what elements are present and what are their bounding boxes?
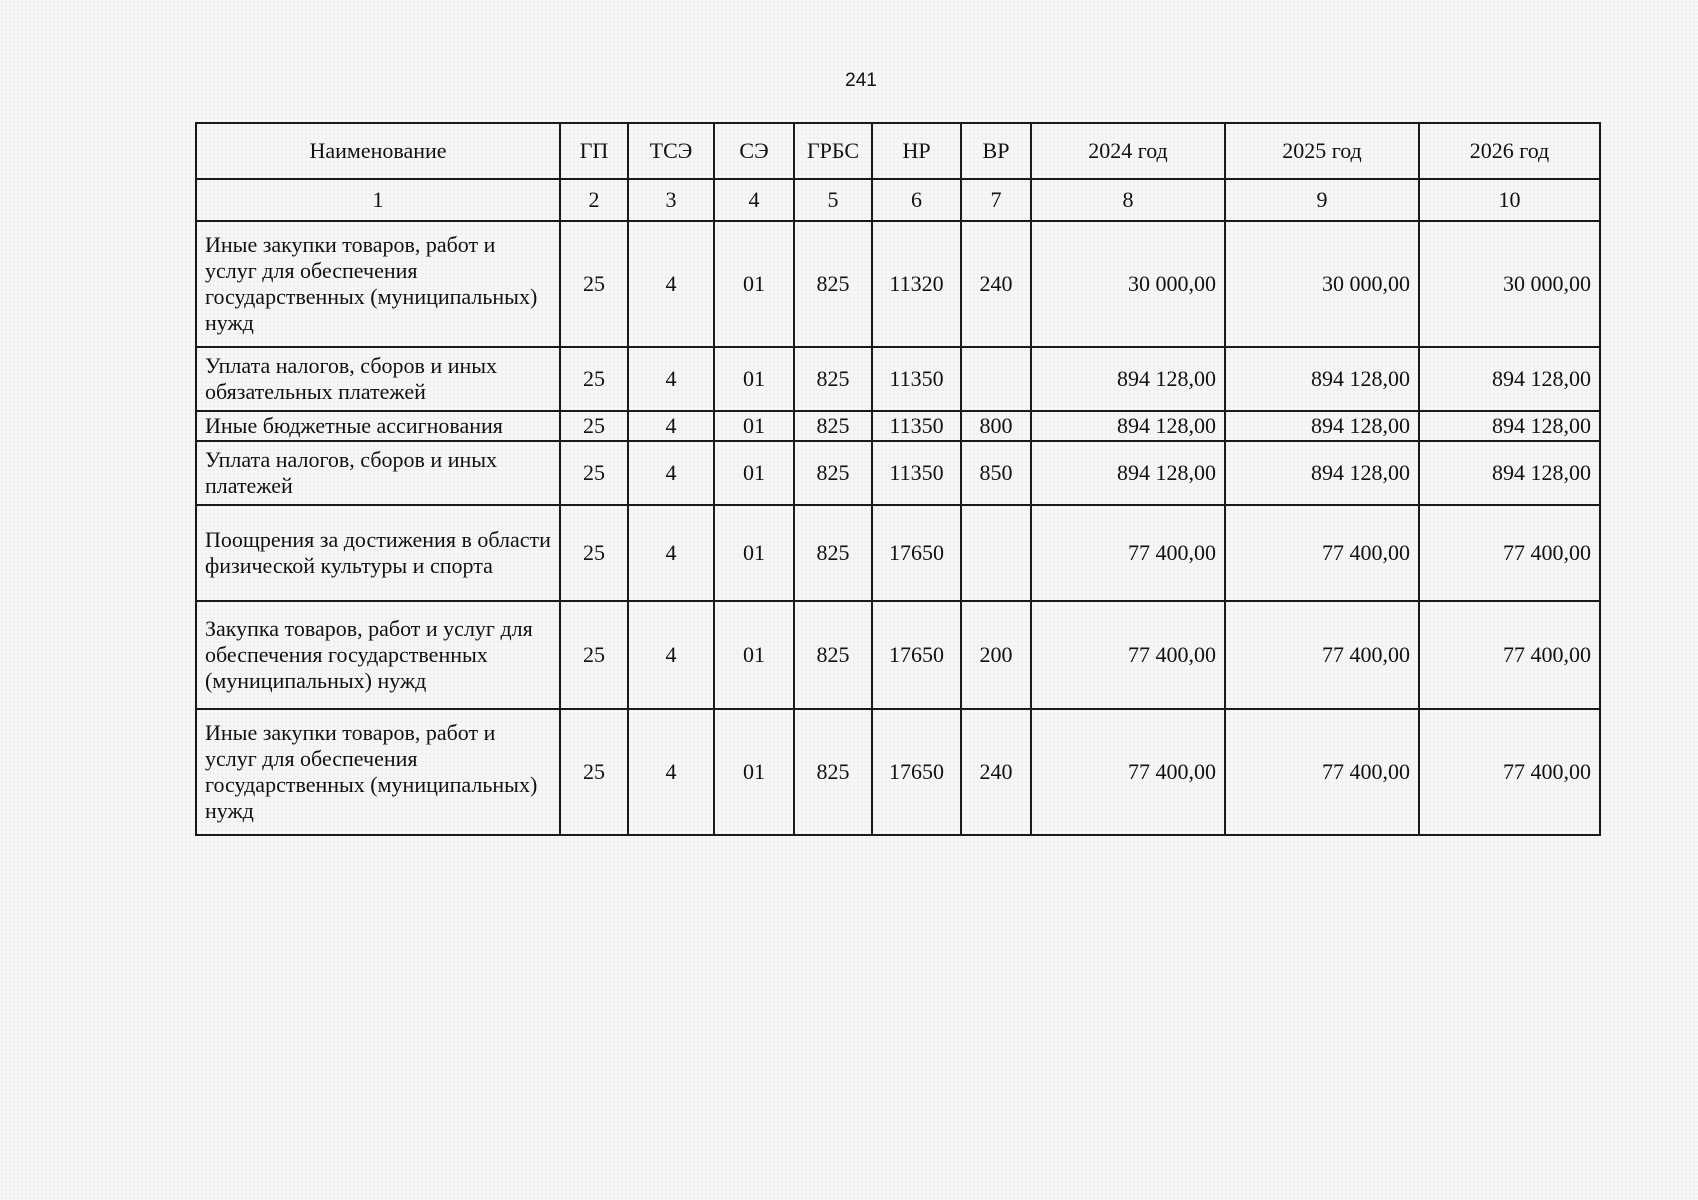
row-tse: 4 [628,601,714,709]
row-amount-2024: 30 000,00 [1031,221,1225,347]
row-name: Закупка товаров, работ и услуг для обеспечения государственных (муниципальных) нужд [196,601,560,709]
row-amount-2025: 894 128,00 [1225,347,1419,411]
column-index: 2 [560,179,628,221]
row-gp: 25 [560,709,628,835]
column-index: 6 [872,179,961,221]
row-se: 01 [714,347,794,411]
row-amount-2025: 77 400,00 [1225,505,1419,601]
row-amount-2025: 894 128,00 [1225,441,1419,505]
row-vr: 850 [961,441,1031,505]
column-index: 1 [196,179,560,221]
column-index: 8 [1031,179,1225,221]
row-amount-2026: 77 400,00 [1419,505,1600,601]
table-row [196,221,1600,347]
row-gp: 25 [560,601,628,709]
column-header-2025: 2025 год [1225,123,1419,179]
budget-table [195,122,1601,836]
row-grbs: 825 [794,441,872,505]
row-amount-2024: 77 400,00 [1031,505,1225,601]
row-amount-2024: 77 400,00 [1031,709,1225,835]
row-nr: 11320 [872,221,961,347]
row-tse: 4 [628,441,714,505]
row-name: Уплата налогов, сборов и иных обязательных платежей [196,347,560,411]
column-index: 10 [1419,179,1600,221]
table-row [196,505,1600,601]
row-nr: 11350 [872,347,961,411]
row-vr: 240 [961,221,1031,347]
row-amount-2026: 77 400,00 [1419,601,1600,709]
row-vr: 800 [961,411,1031,441]
row-grbs: 825 [794,709,872,835]
row-amount-2026: 77 400,00 [1419,709,1600,835]
row-grbs: 825 [794,505,872,601]
column-header-2024: 2024 год [1031,123,1225,179]
row-name: Иные закупки товаров, работ и услуг для обеспечения государственных (муниципальных) нужд [196,221,560,347]
row-tse: 4 [628,411,714,441]
row-se: 01 [714,601,794,709]
row-gp: 25 [560,221,628,347]
row-amount-2026: 894 128,00 [1419,411,1600,441]
column-index-row [196,179,1600,221]
row-name: Поощрения за достижения в области физической культуры и спорта [196,505,560,601]
row-amount-2024: 894 128,00 [1031,347,1225,411]
row-amount-2026: 894 128,00 [1419,347,1600,411]
table-row [196,441,1600,505]
row-vr: 240 [961,709,1031,835]
row-gp: 25 [560,441,628,505]
row-grbs: 825 [794,601,872,709]
column-index: 5 [794,179,872,221]
column-header-nr: НР [872,123,961,179]
row-amount-2025: 77 400,00 [1225,601,1419,709]
column-index: 7 [961,179,1031,221]
row-tse: 4 [628,347,714,411]
row-amount-2026: 894 128,00 [1419,441,1600,505]
table-row [196,601,1600,709]
row-gp: 25 [560,505,628,601]
row-amount-2025: 77 400,00 [1225,709,1419,835]
row-se: 01 [714,411,794,441]
row-tse: 4 [628,221,714,347]
row-se: 01 [714,505,794,601]
column-header-2026: 2026 год [1419,123,1600,179]
row-se: 01 [714,221,794,347]
row-amount-2026: 30 000,00 [1419,221,1600,347]
column-index: 9 [1225,179,1419,221]
row-tse: 4 [628,505,714,601]
row-grbs: 825 [794,347,872,411]
row-gp: 25 [560,411,628,441]
row-name: Иные бюджетные ассигнования [196,411,560,441]
row-nr: 17650 [872,601,961,709]
table-row [196,347,1600,411]
row-amount-2024: 77 400,00 [1031,601,1225,709]
column-index: 3 [628,179,714,221]
row-nr: 17650 [872,505,961,601]
row-nr: 11350 [872,441,961,505]
row-nr: 17650 [872,709,961,835]
row-amount-2024: 894 128,00 [1031,441,1225,505]
row-gp: 25 [560,347,628,411]
header-row [196,123,1600,179]
table-row [196,411,1600,441]
column-header-grbs: ГРБС [794,123,872,179]
row-grbs: 825 [794,411,872,441]
row-name: Иные закупки товаров, работ и услуг для обеспечения государственных (муниципальных) нужд [196,709,560,835]
row-amount-2025: 894 128,00 [1225,411,1419,441]
row-nr: 11350 [872,411,961,441]
column-header-gp: ГП [560,123,628,179]
column-header-vr: ВР [961,123,1031,179]
row-se: 01 [714,441,794,505]
row-vr [961,505,1031,601]
column-header-name: Наименование [196,123,560,179]
row-grbs: 825 [794,221,872,347]
page-number: 241 [845,70,877,91]
row-vr [961,347,1031,411]
row-se: 01 [714,709,794,835]
column-index: 4 [714,179,794,221]
row-vr: 200 [961,601,1031,709]
row-amount-2025: 30 000,00 [1225,221,1419,347]
column-header-se: СЭ [714,123,794,179]
row-amount-2024: 894 128,00 [1031,411,1225,441]
column-header-tse: ТСЭ [628,123,714,179]
row-tse: 4 [628,709,714,835]
row-name: Уплата налогов, сборов и иных платежей [196,441,560,505]
table-row [196,709,1600,835]
